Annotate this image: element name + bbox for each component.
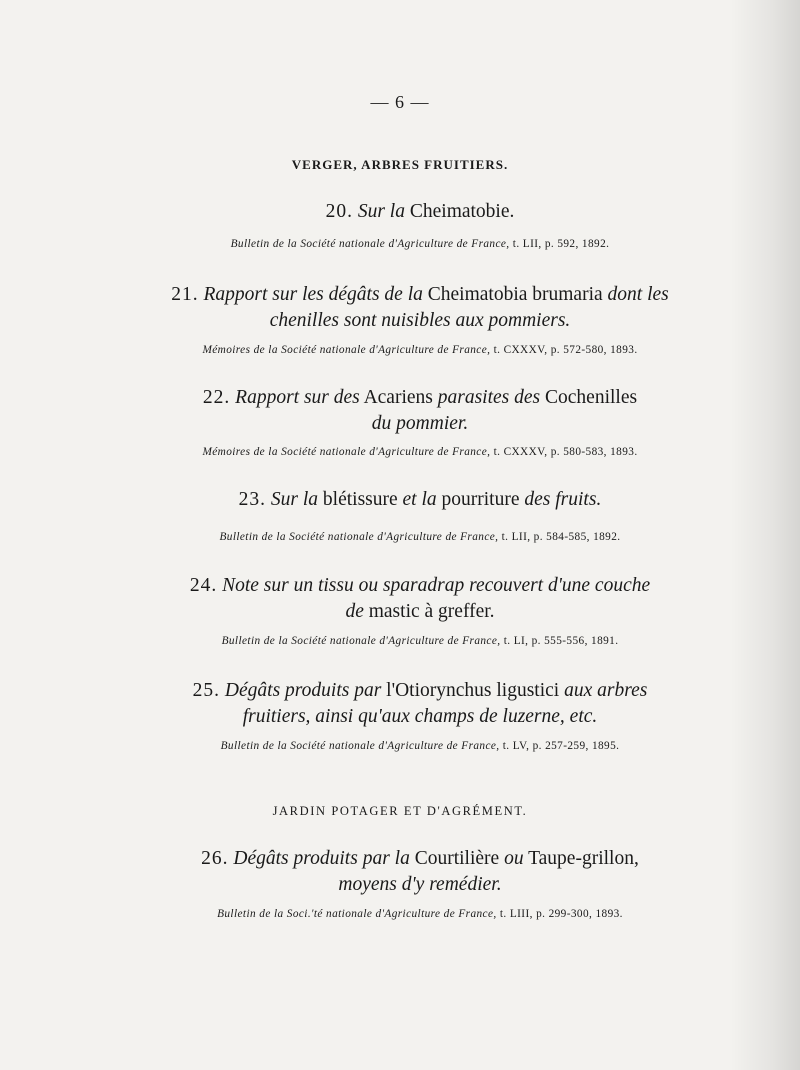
entry-title-italic: et la bbox=[402, 489, 437, 510]
entry-21-reference bbox=[130, 344, 710, 356]
entry-title-italic: des fruits. bbox=[524, 489, 602, 510]
section-heading-jardin: JARDIN POTAGER ET D'AGRÉMENT. bbox=[272, 804, 528, 818]
page-number: — 6 — bbox=[370, 92, 430, 112]
reference-citation: t. CXXXV, p. 572-580, 1893. bbox=[493, 344, 638, 356]
entry-title-roman: pourriture bbox=[441, 489, 520, 510]
entry-number: 24. bbox=[189, 575, 218, 596]
entry-title-line2: moyens d'y remédier. bbox=[338, 874, 502, 895]
entry-title-roman: Acariens bbox=[363, 387, 433, 408]
reference-source: Mémoires de la Société nationale d'Agriculture de France, bbox=[202, 344, 491, 356]
entry-title-italic: Note sur un tissu ou sparadrap recouvert d'une couche bbox=[222, 575, 651, 596]
reference-source: Bulletin de la Société nationale d'Agriculture de France, bbox=[230, 238, 510, 250]
entry-title-line2: chenilles sont nuisibles aux pommiers. bbox=[269, 310, 571, 331]
entry-26-title bbox=[150, 846, 690, 898]
section-heading-verger: VERGER, ARBRES FRUITIERS. bbox=[291, 157, 509, 172]
entry-number: 23. bbox=[238, 489, 267, 510]
entry-title-italic: Sur la bbox=[357, 201, 405, 222]
entry-title-roman: blétissure bbox=[322, 489, 398, 510]
entry-title-italic: Dégâts produits par la bbox=[233, 848, 410, 869]
entry-title-italic: de bbox=[345, 601, 364, 622]
reference-source: Bulletin de la Société nationale d'Agriculture de France, bbox=[220, 740, 500, 752]
entry-title-line2: fruitiers, ainsi qu'aux champs de luzerne, etc. bbox=[242, 706, 598, 727]
entry-24-reference bbox=[130, 635, 710, 647]
entry-20-title bbox=[150, 199, 690, 225]
entry-23-reference bbox=[130, 531, 710, 543]
entry-title-italic: aux arbres bbox=[564, 680, 648, 701]
entry-26-reference bbox=[130, 908, 710, 920]
entry-22-reference bbox=[130, 446, 710, 458]
reference-source: Bulletin de la Société nationale d'Agriculture de France, bbox=[219, 531, 499, 543]
reference-citation: t. LIII, p. 299-300, 1893. bbox=[499, 908, 623, 920]
reference-source: Bulletin de la Soci.'té nationale d'Agriculture de France, bbox=[217, 908, 497, 920]
entry-title-roman: Cheimatobia brumaria bbox=[427, 284, 603, 305]
entry-21-title bbox=[140, 282, 700, 334]
entry-title-italic: Sur la bbox=[270, 489, 319, 510]
entry-title-italic: parasites des bbox=[437, 387, 541, 408]
reference-source: Bulletin de la Société nationale d'Agriculture de France, bbox=[221, 635, 501, 647]
entry-24-title bbox=[150, 573, 690, 625]
entry-title-roman: Courtilière bbox=[414, 848, 500, 869]
reference-source: Mémoires de la Société nationale d'Agriculture de France, bbox=[202, 446, 491, 458]
entry-title-italic: Rapport sur des bbox=[235, 387, 360, 408]
entry-number: 22. bbox=[202, 387, 231, 408]
entry-number: 26. bbox=[201, 848, 229, 869]
entry-25-reference bbox=[130, 740, 710, 752]
entry-number: 20. bbox=[325, 201, 353, 222]
entry-title-line2: du pommier. bbox=[371, 413, 469, 434]
entry-title-roman: Taupe-grillon, bbox=[528, 848, 639, 869]
entry-number: 25. bbox=[192, 680, 221, 701]
entry-22-title bbox=[150, 385, 690, 437]
entry-title-italic: Rapport sur les dégâts de la bbox=[203, 284, 423, 305]
entry-title-italic: Dégâts produits par bbox=[224, 680, 382, 701]
entry-20-reference bbox=[130, 238, 710, 250]
reference-citation: t. LII, p. 584-585, 1892. bbox=[501, 531, 621, 543]
reference-citation: t. CXXXV, p. 580-583, 1893. bbox=[493, 446, 638, 458]
entry-title-italic: dont les bbox=[607, 284, 669, 305]
entry-title-roman: mastic à greffer. bbox=[368, 601, 495, 622]
reference-citation: t. LV, p. 257-259, 1895. bbox=[502, 740, 620, 752]
entry-title-italic: ou bbox=[504, 848, 524, 869]
reference-citation: t. LI, p. 555-556, 1891. bbox=[503, 635, 619, 647]
entry-25-title bbox=[150, 678, 690, 730]
entry-title-roman: Cochenilles bbox=[545, 387, 638, 408]
entry-title-roman: Cheimatobie. bbox=[409, 201, 515, 222]
reference-citation: t. LII, p. 592, 1892. bbox=[512, 238, 610, 250]
entry-number: 21. bbox=[171, 284, 199, 305]
entry-23-title bbox=[150, 487, 690, 513]
entry-title-roman: l'Otiorynchus ligustici bbox=[386, 680, 560, 701]
